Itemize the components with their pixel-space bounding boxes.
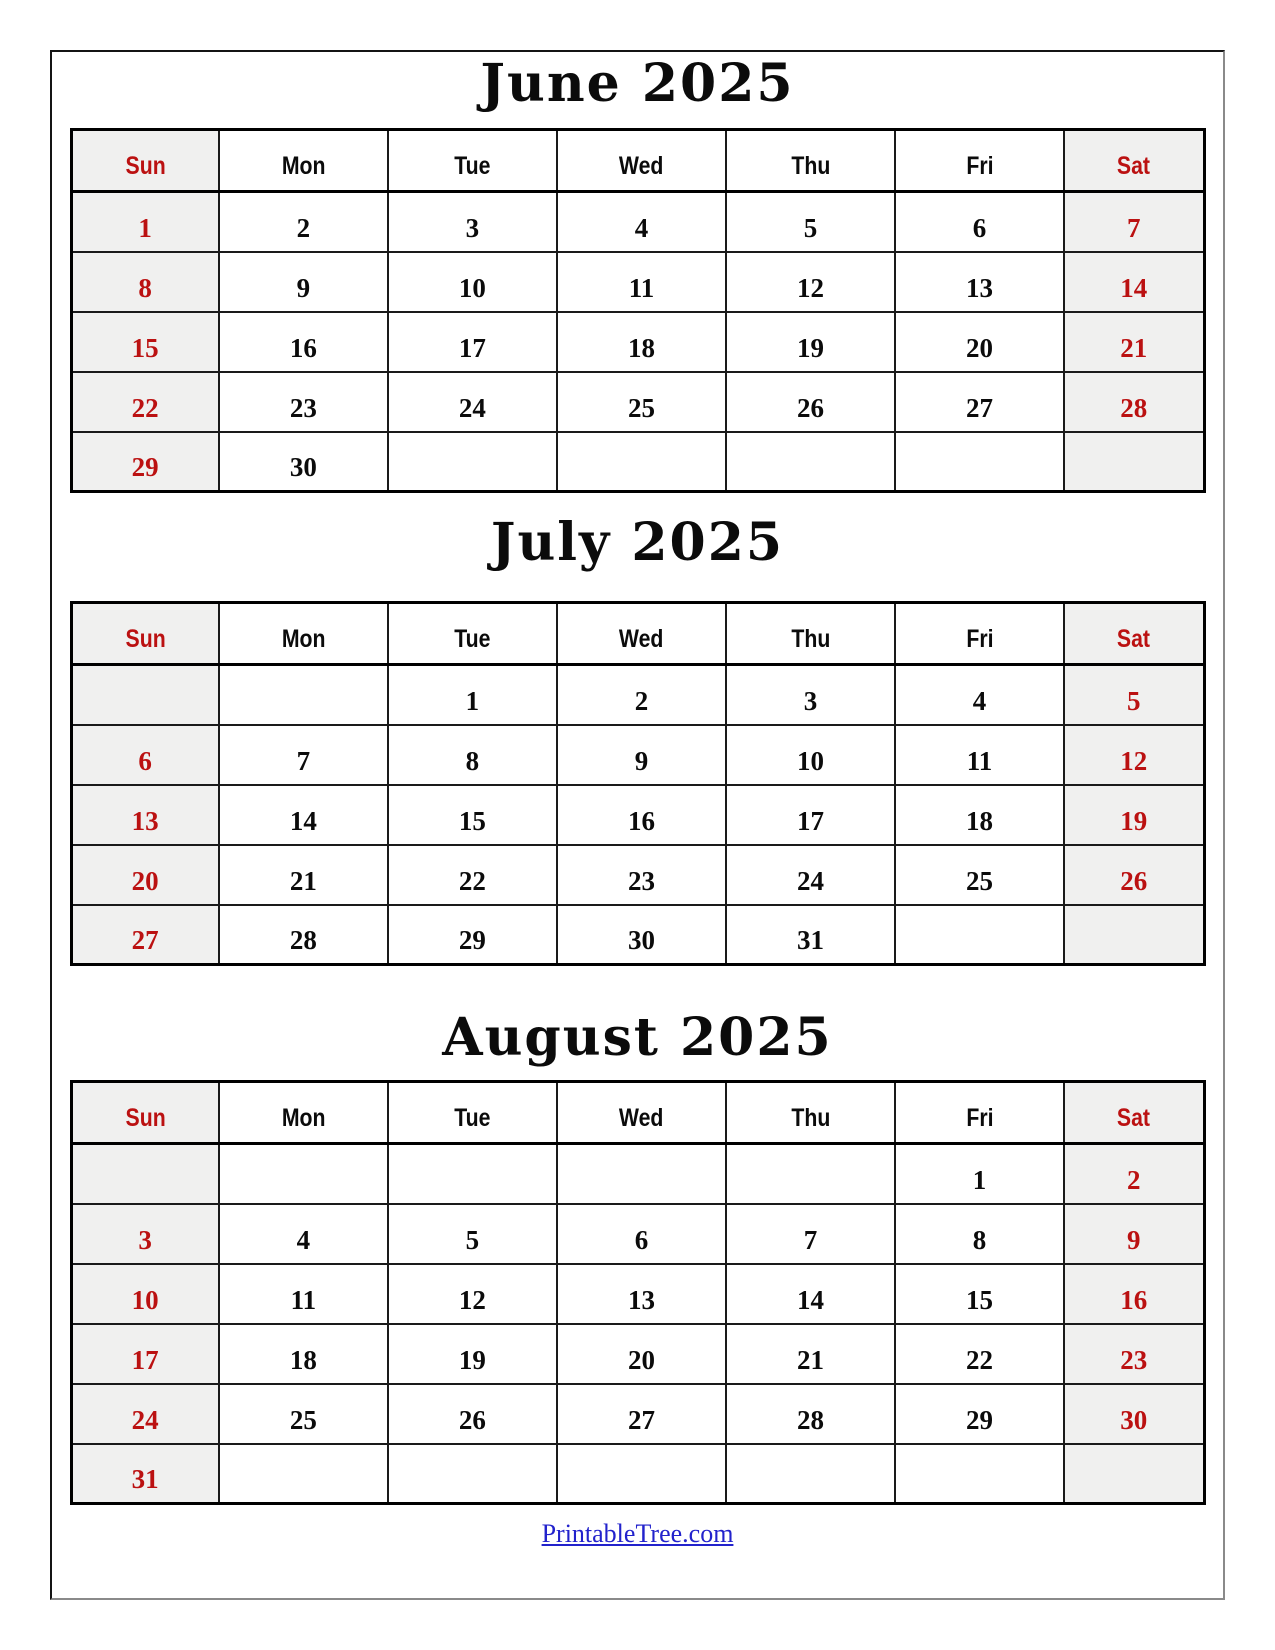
weekday-header-thu	[726, 130, 895, 192]
weekday-label: Thu	[791, 625, 830, 653]
day-cell: 10	[71, 1264, 219, 1324]
day-cell: 29	[895, 1384, 1064, 1444]
day-cell: 19	[1064, 785, 1204, 845]
day-cell: 17	[71, 1324, 219, 1384]
week-row	[71, 1264, 1204, 1324]
week-row	[71, 1324, 1204, 1384]
day-cell: 2	[219, 192, 388, 252]
weekday-header-mon	[219, 130, 388, 192]
weekday-label: Tue	[454, 1104, 491, 1132]
empty-day-cell	[219, 665, 388, 725]
day-cell: 14	[219, 785, 388, 845]
day-cell: 7	[219, 725, 388, 785]
month-table-august	[70, 1080, 1206, 1505]
weekday-header-sat	[1064, 603, 1204, 665]
day-cell: 20	[895, 312, 1064, 372]
day-cell: 4	[895, 665, 1064, 725]
weekday-label: Mon	[281, 152, 326, 180]
empty-day-cell	[388, 432, 557, 492]
empty-day-cell	[388, 1444, 557, 1504]
day-cell: 6	[557, 1204, 726, 1264]
day-cell: 14	[726, 1264, 895, 1324]
day-cell: 8	[895, 1204, 1064, 1264]
day-cell: 4	[219, 1204, 388, 1264]
day-cell: 7	[726, 1204, 895, 1264]
month-section-august	[70, 1007, 1206, 1505]
day-cell: 18	[895, 785, 1064, 845]
month-title-july: July 2025	[490, 512, 785, 573]
day-cell: 6	[895, 192, 1064, 252]
day-cell: 3	[726, 665, 895, 725]
weekday-header-fri	[895, 603, 1064, 665]
day-cell: 9	[1064, 1204, 1204, 1264]
weekday-label: Fri	[965, 152, 994, 180]
day-cell: 16	[1064, 1264, 1204, 1324]
day-cell: 24	[726, 845, 895, 905]
day-cell: 18	[219, 1324, 388, 1384]
weekday-header-tue	[388, 130, 557, 192]
week-row	[71, 1144, 1204, 1204]
week-row	[71, 192, 1204, 252]
empty-day-cell	[895, 432, 1064, 492]
weekday-header-wed	[557, 1082, 726, 1144]
weekday-header-row	[71, 1082, 1204, 1144]
weekday-header-row	[71, 130, 1204, 192]
weekday-label: Thu	[791, 1104, 830, 1132]
weekday-label: Tue	[454, 625, 491, 653]
month-table-june	[70, 128, 1206, 493]
week-row	[71, 725, 1204, 785]
day-cell: 26	[388, 1384, 557, 1444]
day-cell: 3	[71, 1204, 219, 1264]
page-footer	[70, 1519, 1206, 1549]
weekday-label: Tue	[454, 152, 491, 180]
page-frame-border	[50, 50, 1225, 1600]
month-table-july	[70, 601, 1206, 966]
week-row	[71, 905, 1204, 965]
day-cell: 24	[388, 372, 557, 432]
day-cell: 1	[895, 1144, 1064, 1204]
month-title-june: June 2025	[480, 53, 795, 114]
day-cell: 25	[895, 845, 1064, 905]
weekday-header-thu	[726, 603, 895, 665]
day-cell: 2	[1064, 1144, 1204, 1204]
weekday-header-wed	[557, 130, 726, 192]
week-row	[71, 785, 1204, 845]
day-cell: 23	[557, 845, 726, 905]
day-cell: 3	[388, 192, 557, 252]
month-title-august: August 2025	[442, 1007, 833, 1068]
day-cell: 27	[895, 372, 1064, 432]
day-cell: 11	[219, 1264, 388, 1324]
day-cell: 22	[895, 1324, 1064, 1384]
weekday-header-row	[71, 603, 1204, 665]
weekday-header-fri	[895, 130, 1064, 192]
weekday-header-fri	[895, 1082, 1064, 1144]
day-cell: 17	[726, 785, 895, 845]
day-cell: 27	[71, 905, 219, 965]
footer-link[interactable]: PrintableTree.com	[541, 1519, 734, 1548]
day-cell: 15	[71, 312, 219, 372]
day-cell: 5	[1064, 665, 1204, 725]
weekday-label: Wed	[619, 625, 664, 653]
day-cell: 23	[219, 372, 388, 432]
day-cell: 29	[388, 905, 557, 965]
weekday-header-sun	[71, 130, 219, 192]
weekday-label: Wed	[619, 1104, 664, 1132]
weekday-label: Thu	[791, 152, 830, 180]
weekday-label: Fri	[965, 1104, 994, 1132]
weekday-header-mon	[219, 1082, 388, 1144]
day-cell: 16	[557, 785, 726, 845]
day-cell: 28	[219, 905, 388, 965]
day-cell: 22	[388, 845, 557, 905]
week-row	[71, 845, 1204, 905]
weekday-label: Sat	[1117, 152, 1151, 180]
empty-day-cell	[1064, 1444, 1204, 1504]
day-cell: 9	[557, 725, 726, 785]
weekday-header-sat	[1064, 130, 1204, 192]
day-cell: 5	[388, 1204, 557, 1264]
empty-day-cell	[557, 432, 726, 492]
weekday-label: Mon	[281, 625, 326, 653]
day-cell: 12	[388, 1264, 557, 1324]
empty-day-cell	[726, 432, 895, 492]
empty-day-cell	[895, 905, 1064, 965]
day-cell: 20	[557, 1324, 726, 1384]
empty-day-cell	[1064, 905, 1204, 965]
empty-day-cell	[71, 1144, 219, 1204]
day-cell: 7	[1064, 192, 1204, 252]
day-cell: 24	[71, 1384, 219, 1444]
weekday-label: Mon	[281, 1104, 326, 1132]
day-cell: 17	[388, 312, 557, 372]
day-cell: 23	[1064, 1324, 1204, 1384]
day-cell: 10	[726, 725, 895, 785]
day-cell: 27	[557, 1384, 726, 1444]
day-cell: 1	[71, 192, 219, 252]
empty-day-cell	[726, 1444, 895, 1504]
day-cell: 21	[219, 845, 388, 905]
day-cell: 11	[557, 252, 726, 312]
weekday-header-sun	[71, 1082, 219, 1144]
week-row	[71, 252, 1204, 312]
day-cell: 13	[71, 785, 219, 845]
weekday-label: Sun	[125, 1104, 166, 1132]
day-cell: 26	[726, 372, 895, 432]
weekday-header-sat	[1064, 1082, 1204, 1144]
day-cell: 25	[219, 1384, 388, 1444]
week-row	[71, 312, 1204, 372]
day-cell: 10	[388, 252, 557, 312]
day-cell: 30	[1064, 1384, 1204, 1444]
day-cell: 19	[726, 312, 895, 372]
weekday-header-mon	[219, 603, 388, 665]
day-cell: 31	[71, 1444, 219, 1504]
empty-day-cell	[219, 1444, 388, 1504]
month-section-june	[70, 53, 1206, 493]
weekday-header-thu	[726, 1082, 895, 1144]
weekday-label: Sat	[1117, 625, 1151, 653]
day-cell: 4	[557, 192, 726, 252]
weekday-header-tue	[388, 1082, 557, 1144]
day-cell: 14	[1064, 252, 1204, 312]
month-section-july	[70, 512, 1206, 966]
day-cell: 2	[557, 665, 726, 725]
day-cell: 20	[71, 845, 219, 905]
empty-day-cell	[1064, 432, 1204, 492]
day-cell: 8	[388, 725, 557, 785]
day-cell: 9	[219, 252, 388, 312]
weekday-label: Wed	[619, 152, 664, 180]
day-cell: 5	[726, 192, 895, 252]
day-cell: 30	[219, 432, 388, 492]
weekday-header-tue	[388, 603, 557, 665]
weekday-label: Sat	[1117, 1104, 1151, 1132]
week-row	[71, 665, 1204, 725]
empty-day-cell	[557, 1144, 726, 1204]
day-cell: 11	[895, 725, 1064, 785]
week-row	[71, 1204, 1204, 1264]
empty-day-cell	[557, 1444, 726, 1504]
empty-day-cell	[219, 1144, 388, 1204]
day-cell: 26	[1064, 845, 1204, 905]
week-row	[71, 432, 1204, 492]
day-cell: 21	[1064, 312, 1204, 372]
day-cell: 19	[388, 1324, 557, 1384]
empty-day-cell	[726, 1144, 895, 1204]
day-cell: 16	[219, 312, 388, 372]
day-cell: 13	[557, 1264, 726, 1324]
week-row	[71, 1444, 1204, 1504]
week-row	[71, 1384, 1204, 1444]
day-cell: 8	[71, 252, 219, 312]
weekday-header-sun	[71, 603, 219, 665]
day-cell: 31	[726, 905, 895, 965]
weekday-header-wed	[557, 603, 726, 665]
day-cell: 29	[71, 432, 219, 492]
day-cell: 22	[71, 372, 219, 432]
weekday-label: Sun	[125, 152, 166, 180]
day-cell: 6	[71, 725, 219, 785]
day-cell: 28	[1064, 372, 1204, 432]
day-cell: 30	[557, 905, 726, 965]
day-cell: 15	[388, 785, 557, 845]
day-cell: 18	[557, 312, 726, 372]
day-cell: 15	[895, 1264, 1064, 1324]
day-cell: 12	[726, 252, 895, 312]
day-cell: 25	[557, 372, 726, 432]
week-row	[71, 372, 1204, 432]
weekday-label: Sun	[125, 625, 166, 653]
day-cell: 13	[895, 252, 1064, 312]
page-content	[70, 53, 1206, 1549]
empty-day-cell	[388, 1144, 557, 1204]
day-cell: 28	[726, 1384, 895, 1444]
day-cell: 12	[1064, 725, 1204, 785]
empty-day-cell	[895, 1444, 1064, 1504]
weekday-label: Fri	[965, 625, 994, 653]
day-cell: 1	[388, 665, 557, 725]
day-cell: 21	[726, 1324, 895, 1384]
empty-day-cell	[71, 665, 219, 725]
